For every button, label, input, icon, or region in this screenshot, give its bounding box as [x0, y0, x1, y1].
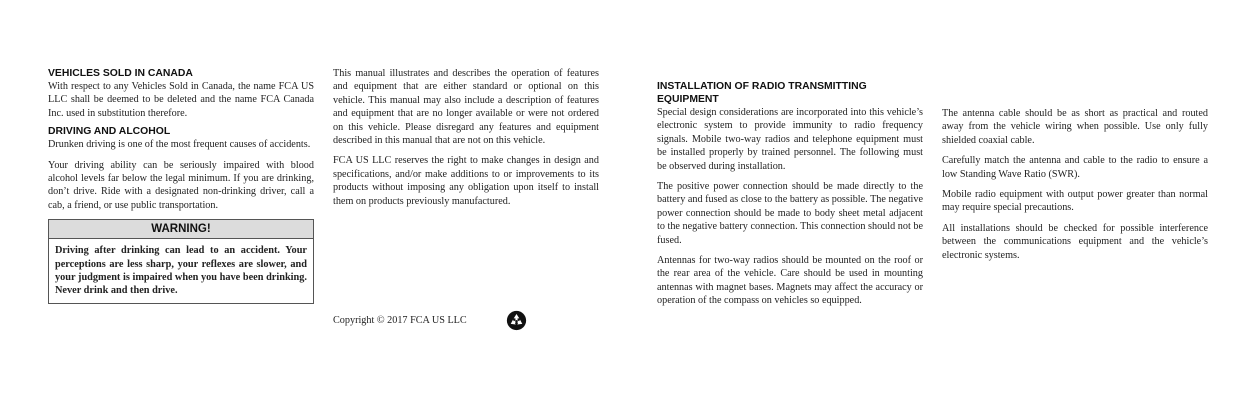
warning-text: Driving after drinking can lead to an accident. Your perceptions are less sharp, your reflexes are slower, and your judgment is impaired when you have been drinking. Never drink and then drive. — [55, 245, 307, 297]
column-1 — [48, 67, 314, 304]
paragraph-power-connection: The positive power connection should be made directly to the battery and fused as close to the battery as possible. The negative power connection should be made to body sheet metal adjacent to the negative battery connection. This connection should not be fused. — [657, 181, 923, 246]
paragraph-drunken-driving: Drunken driving is one of the most frequent causes of accidents. — [48, 139, 311, 151]
paragraph-antenna-cable: The antenna cable should be as short as practical and routed away from the vehicle wiring when possible. Use only fully shielded coaxial cable. — [942, 108, 1208, 146]
paragraph-canada: With respect to any Vehicles Sold in Canada, the name FCA US LLC shall be deemed to be deleted and the name FCA Canada Inc. used in substitution therefore. — [48, 81, 314, 119]
column-4 — [942, 107, 1208, 269]
column-2 — [333, 67, 599, 215]
column-3 — [657, 80, 923, 315]
heading-radio-installation: INSTALLATION OF RADIO TRANSMITTING EQUIPMENT — [657, 81, 867, 105]
copyright-notice: Copyright © 2017 FCA US LLC — [333, 315, 467, 326]
paragraph-reserves-right: FCA US LLC reserves the right to make changes in design and specifications, and/or make additions to or improvements to its products without imposing any obligation upon itself to install them on products previously manufactured. — [333, 155, 599, 207]
warning-title: WARNING! — [49, 220, 313, 239]
heading-vehicles-sold-in-canada: VEHICLES SOLD IN CANADA — [48, 68, 193, 79]
heading-driving-and-alcohol: DRIVING AND ALCOHOL — [48, 126, 171, 138]
paragraph-installations-checked: All installations should be checked for possible interference between the communications equipment and the vehicle’s electronic systems. — [942, 222, 1208, 261]
warning-box — [48, 219, 314, 304]
paragraph-mobile-radio: Mobile radio equipment with output power greater than normal may require special precautions. — [942, 189, 1208, 214]
paragraph-match-antenna: Carefully match the antenna and cable to the radio to ensure a low Standing Wave Ratio (SWR). — [942, 155, 1208, 180]
recycle-icon — [506, 310, 527, 331]
paragraph-driving-ability: Your driving ability can be seriously impaired with blood alcohol levels far below the legal minimum. If you are drinking, don’t drive. Ride with a designated non-drinking driver, call a cab, a friend, or use public transportation. — [48, 159, 314, 211]
paragraph-special-design: Special design considerations are incorporated into this vehicle’s electronic system to provide immunity to radio frequency signals. Mobile two-way radios and telephone equipment must be installed properly by trained personnel. The following must be observed during installation. — [657, 107, 923, 172]
paragraph-antennas: Antennas for two-way radios should be mounted on the roof or the rear area of the vehicle. Care should be used in mounting antennas with magnet bases. Magnets may affect the accuracy or operation of the compass on vehicles so equipped. — [657, 255, 923, 307]
paragraph-manual-description: This manual illustrates and describes the operation of features and equipment that are either standard or optional on this vehicle. This manual may also include a description of features and equipment that are no longer available or were not ordered on this vehicle. Please disregard any features and equipment described in this manual that are not on this vehicle. — [333, 68, 599, 147]
